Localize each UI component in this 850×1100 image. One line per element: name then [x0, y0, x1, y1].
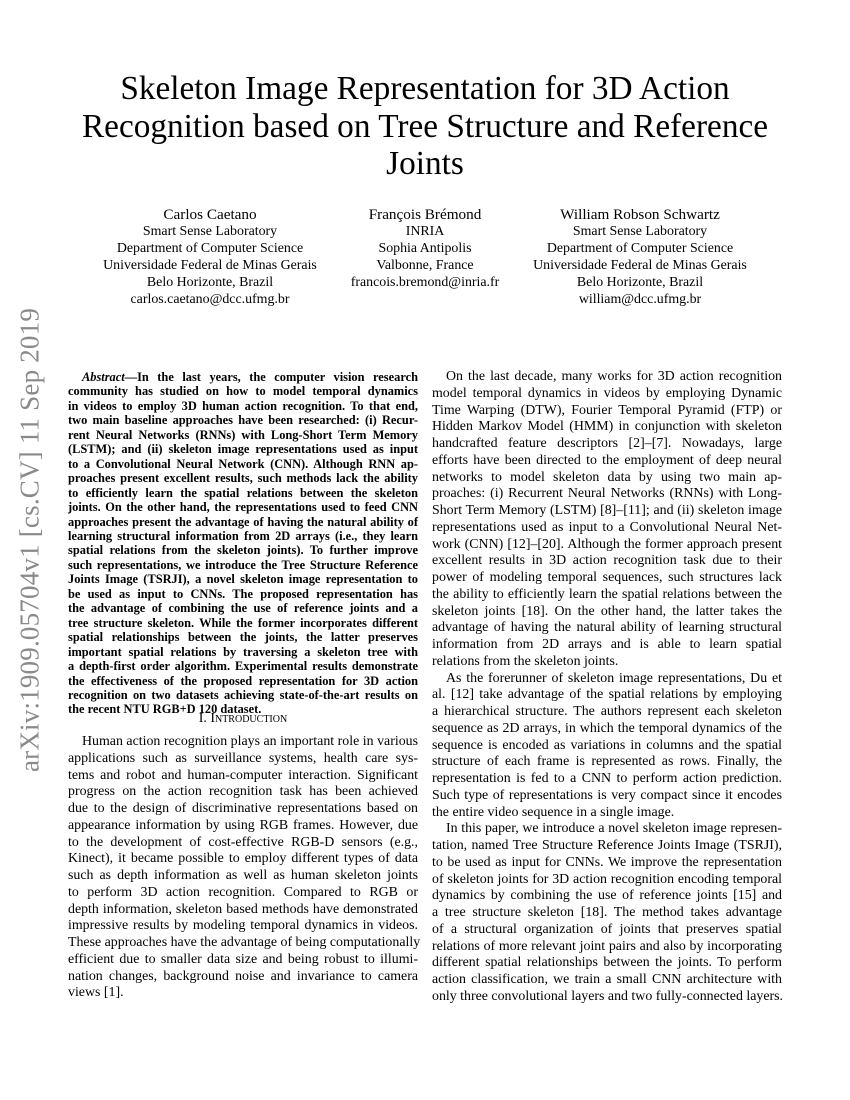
paragraph [432, 821, 782, 1005]
text-line: such as depth information as well as human skeleton joints [68, 868, 418, 883]
abstract-line: proaches present excellent results, such methods lack the ability [68, 471, 418, 486]
author-affiliation: Smart Sense Laboratory [142, 224, 278, 239]
text-line: nation changes, background noise and invariance to camera [68, 968, 418, 984]
text-line: structure of each frame is represented as rows. Finally, the [432, 754, 782, 770]
abstract-line: Joints Image (TSRJI), a novel skeleton image representation to [68, 572, 418, 587]
text-line: impressive results by modeling temporal dynamics in videos. [68, 918, 418, 934]
text-line: Kinect), it became possible to employ different types of data [68, 851, 418, 867]
abstract-line: approaches present the advantage of having the natural ability of [68, 514, 418, 529]
abstract-line: such representations, we introduce the Tree Structure Reference [68, 557, 418, 572]
title-line: Joints [386, 145, 464, 182]
author-location: Belo Horizonte, Brazil [576, 275, 704, 290]
arxiv-stamp: arXiv:1909.05704v1 [cs.CV] 11 Sep 2019 [14, 307, 45, 773]
introduction-left-column [68, 734, 421, 1002]
text-line: different spatial relationships between the joints. To perform [432, 955, 782, 971]
text-line: networks to model skeleton data by using two main ap- [432, 469, 782, 485]
text-line: relations from the skeleton joints. [432, 653, 619, 669]
abstract-line: in videos to employ 3D human action recognition. To that end, [68, 398, 418, 413]
author-email: francois.bremond@inria.fr [350, 275, 500, 290]
text-line: Short Term Memory (LSTM) [8]–[11]; and (ii) skeleton image [432, 503, 782, 518]
text-line: tation, named Tree Structure Reference Joints Image (TSRJI), [432, 838, 782, 853]
text-line: representations used as input to a Convolutional Neural Net- [432, 519, 782, 535]
text-line: a hierarchical structure. The authors represent each skeleton [432, 704, 782, 719]
introduction-right-column [432, 369, 782, 1006]
text-line: only three convolutional layers and two fully-connected layers. [432, 988, 784, 1004]
title-line: Skeleton Image Representation for 3D Action [120, 70, 730, 107]
text-line: Time Warping (DTW), Fourier Temporal Pyramid (FTP) or [432, 402, 782, 418]
text-line: to perform 3D action recognition. Compared to RGB or [68, 884, 418, 900]
abstract-line: tree structure skeleton. While the former incorporates different [68, 615, 418, 630]
text-line: appearance information by using RGB frames. However, due [68, 817, 418, 833]
text-line: applications such as surveillance systems, health care sys- [68, 750, 418, 766]
abstract-line: the advantage of combining the use of reference joints and a [68, 601, 418, 616]
abstract-line: (LSTM); and (ii) skeleton image representations used as input [68, 442, 418, 457]
text-line: work (CNN) [12]–[20]. Although the former approach present [432, 536, 782, 552]
author-name: William Robson Schwartz [560, 206, 720, 223]
text-line: model temporal dynamics in videos by employing Dynamic [432, 385, 782, 401]
text-line: to the development of cost-effective RGB-D sensors (e.g., [68, 834, 418, 850]
abstract-label: Abstract [82, 370, 125, 384]
text-line: representation is fed to a CNN to perform action prediction. [432, 771, 782, 786]
text-line: information from 2D arrays and is able to learn spatial [432, 637, 782, 652]
text-line: In this paper, we introduce a novel skeleton image represen- [446, 821, 782, 837]
text-line: Such type of representations is very compact since it encodes [432, 787, 782, 803]
text-line: views [1]. [68, 985, 124, 1001]
abstract-line: spatial relationships between the joints, the latter preserves [68, 630, 418, 645]
abstract-line: learning structural information from 2D arrays (i.e., they learn [68, 528, 418, 543]
abstract-line: rent Neural Networks (RNNs) with Long-Short Term Memory [68, 427, 418, 442]
author-affiliation: Department of Computer Science [116, 241, 304, 256]
abstract-line: important spatial relations by traversing a skeleton tree with [68, 644, 418, 659]
text-line: the entire video sequence in a single image. [432, 804, 675, 820]
text-line: due to the design of discriminative representations based on [68, 801, 418, 816]
paper-title [40, 70, 810, 183]
abstract-line: community has studied on how to model temporal dynamics [68, 384, 418, 399]
text-line: action classification, we train a small CNN architecture with [432, 972, 782, 987]
abstract-line: recognition on two datasets achieving state-of-the-art results on [68, 687, 418, 702]
author-name: Carlos Caetano [163, 206, 257, 223]
text-line: a tree structure skeleton [18]. The method takes advantage [432, 905, 782, 920]
text-line: These approaches have the advantage of being computationally [68, 935, 421, 950]
paragraph [432, 671, 782, 822]
abstract-line: the recent NTU RGB+D 120 dataset. [68, 702, 262, 717]
text-line: efficient due to smaller data size and being robust to illumi- [68, 951, 418, 967]
abstract-line: to a Convolutional Neural Network (CNN). Although RNN ap- [68, 456, 418, 471]
abstract-line: to efficiently learn the spatial relations between the skeleton [68, 485, 418, 500]
text-line: to be used as input for CNNs. We improve the representation [432, 854, 782, 870]
text-line: dynamics by combining the use of reference joints [15] and [432, 888, 782, 904]
author-affiliation: Universidade Federal de Minas Gerais [103, 258, 317, 273]
text-line: handcrafted feature descriptors [2]–[7]. Nowadays, large [432, 436, 782, 451]
text-line: skeleton joints [18]. On the other hand, the latter takes the [432, 603, 782, 619]
author-affiliation: INRIA [405, 224, 445, 239]
text-line: tems and robot and human-computer interaction. Significant [68, 767, 418, 783]
text-line: of skeleton joints for 3D action recognition encoding temporal [432, 871, 782, 887]
abstract-line: Abstract—In the last years, the computer vision research [82, 370, 418, 384]
author-affiliation: Smart Sense Laboratory [572, 224, 708, 239]
abstract-line: be used as input to CNNs. The proposed representation has [68, 586, 418, 601]
text-line: the ability to efficiently learn the spatial relations between the [432, 586, 782, 602]
text-line: Hidden Markov Model (HMM) in conjunction with skeleton [432, 419, 782, 435]
text-line: al. [12] take advantage of the spatial relations by employing [432, 687, 782, 703]
author-location: Belo Horizonte, Brazil [146, 275, 274, 290]
abstract-line: the effectiveness of the proposed representation for 3D action [68, 673, 418, 688]
text-line: progress on the action recognition task has been achieved [68, 784, 418, 800]
text-line: proaches: (i) Recurrent Neural Networks (RNNs) with Long- [432, 486, 782, 502]
author-location: Valbonne, France [376, 258, 474, 273]
text-line: of a structural organization of joints that preserves spatial [432, 921, 782, 937]
author-affiliation: Sophia Antipolis [378, 241, 472, 256]
author-email: william@dcc.ufmg.br [578, 292, 702, 307]
author-block [510, 206, 770, 308]
title-line: Recognition based on Tree Structure and Reference [81, 107, 769, 145]
text-line: excellent results in 3D action recognition task due to their [432, 553, 782, 569]
author-affiliation: Department of Computer Science [546, 241, 734, 256]
abstract-line: a depth-first order algorithm. Experimental results demonstrate [68, 659, 418, 674]
text-line: sequence is encoded as variations in columns and the spatial [432, 737, 782, 753]
abstract [68, 370, 418, 717]
text-line: depth information, skeleton based methods have demonstrated [68, 901, 418, 917]
text-line: As the forerunner of skeleton image representations, Du et [446, 670, 782, 686]
abstract-line: two main baseline approaches have been researched: (i) Recur- [68, 413, 418, 428]
author-email: carlos.caetano@dcc.ufmg.br [130, 292, 290, 307]
author-affiliation: Universidade Federal de Minas Gerais [533, 258, 747, 273]
text-line: efforts have been directed to the employment of deep neural [432, 452, 782, 468]
text-line: On the last decade, many works for 3D action recognition [446, 369, 782, 384]
text-line: Human action recognition plays an important role in various [82, 734, 418, 749]
text-line: power of modeling temporal sequences, such structures lack [432, 570, 782, 585]
text-line: relations of more relevant joint pairs and also by incorporating [432, 938, 782, 954]
text-line: sequence as 2D arrays, in which the temporal dynamics of the [432, 720, 782, 736]
section-heading: I. Introduction [198, 711, 288, 726]
abstract-line: spatial relations from the skeleton joints). To further improve [68, 543, 418, 558]
abstract-line: joints. On the other hand, the representations used to feed CNN [68, 500, 418, 515]
paragraph [432, 369, 782, 671]
text-line: advantage of having the natural ability of learning structural [432, 620, 782, 636]
paragraph [68, 734, 421, 1002]
author-name: François Brémond [368, 206, 482, 223]
